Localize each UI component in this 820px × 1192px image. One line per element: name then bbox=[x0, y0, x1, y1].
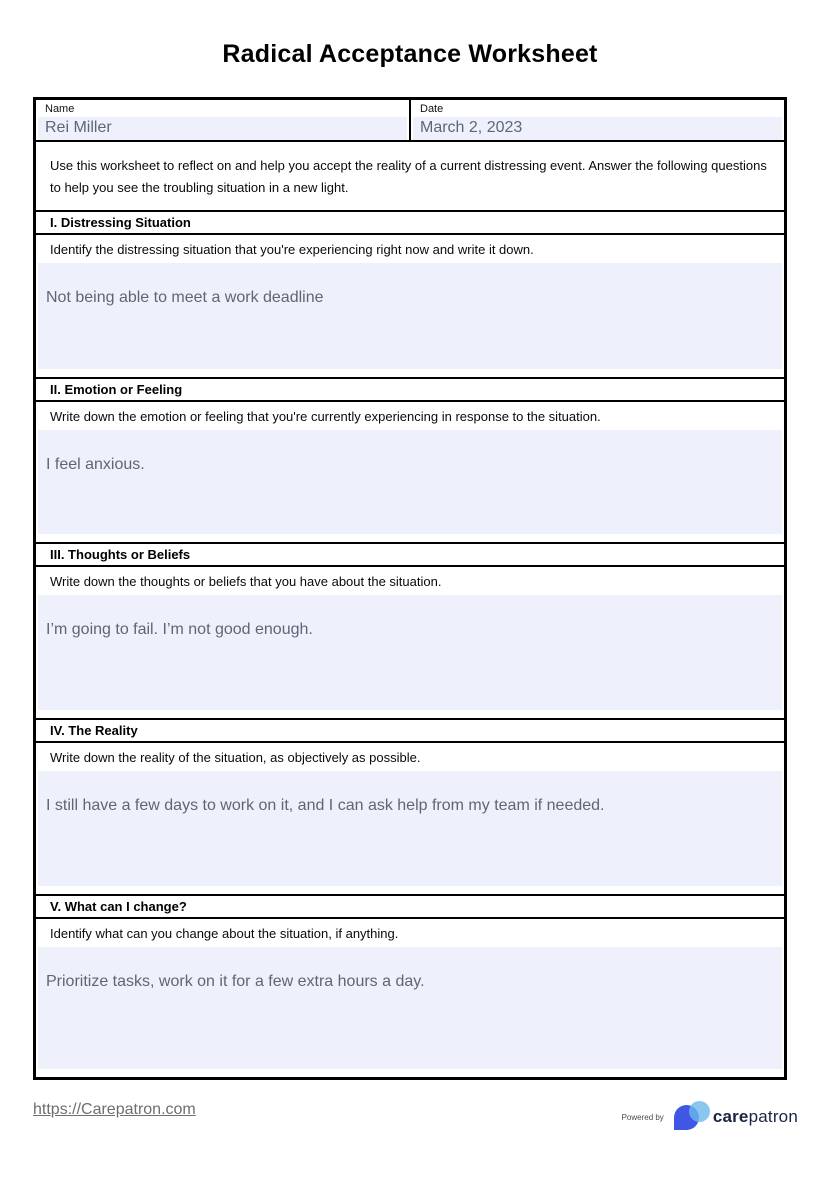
date-field[interactable]: March 2, 2023 bbox=[413, 117, 782, 140]
powered-by-block bbox=[622, 1100, 798, 1134]
carepatron-logo-icon bbox=[673, 1100, 711, 1134]
section-3-content bbox=[36, 565, 784, 718]
section-5-content bbox=[36, 917, 784, 1077]
section-2-answer-field[interactable]: I feel anxious. bbox=[38, 430, 782, 534]
intro-text: Use this worksheet to reflect on and help you accept the reality of a current distressing event. Answer the following questions to help you see the troubling situation in a new light. bbox=[50, 158, 767, 195]
section-3-answer-field[interactable]: I’m going to fail. I’m not good enough. bbox=[38, 595, 782, 710]
intro-row bbox=[36, 140, 784, 210]
section-4-description: Write down the reality of the situation, as objectively as possible. bbox=[50, 750, 421, 765]
footer bbox=[33, 1098, 798, 1134]
section-4-header: IV. The Reality bbox=[36, 718, 784, 741]
worksheet-table bbox=[33, 97, 787, 1080]
meta-row bbox=[36, 100, 784, 140]
section-5-header: V. What can I change? bbox=[36, 894, 784, 917]
page-title: Radical Acceptance Worksheet bbox=[222, 40, 598, 68]
section-2-header: II. Emotion or Feeling bbox=[36, 377, 784, 400]
name-label: Name bbox=[45, 103, 75, 115]
section-3-header: III. Thoughts or Beliefs bbox=[36, 542, 784, 565]
section-5-description: Identify what can you change about the situation, if anything. bbox=[50, 926, 399, 941]
section-1-answer-field[interactable]: Not being able to meet a work deadline bbox=[38, 263, 782, 369]
powered-by-label: Powered by bbox=[621, 1112, 664, 1122]
brand-patron: patron bbox=[748, 1107, 798, 1126]
date-cell bbox=[409, 100, 784, 140]
brand-care: care bbox=[712, 1107, 749, 1126]
section-4-content bbox=[36, 741, 784, 894]
section-2-content bbox=[36, 400, 784, 542]
section-2-description: Write down the emotion or feeling that you're currently experiencing in response to the situation. bbox=[50, 409, 601, 424]
date-label: Date bbox=[420, 103, 444, 115]
carepatron-wordmark bbox=[713, 1107, 798, 1127]
section-3-description: Write down the thoughts or beliefs that you have about the situation. bbox=[50, 574, 442, 589]
section-4-answer-field[interactable]: I still have a few days to work on it, and I can ask help from my team if needed. bbox=[38, 771, 782, 886]
section-5-answer-field[interactable]: Prioritize tasks, work on it for a few extra hours a day. bbox=[38, 947, 782, 1069]
name-field[interactable]: Rei Miller bbox=[38, 117, 407, 140]
section-1-content bbox=[36, 233, 784, 377]
section-1-description: Identify the distressing situation that you're experiencing right now and write it down. bbox=[50, 242, 534, 257]
logo-circle-shape bbox=[689, 1101, 710, 1122]
name-cell bbox=[36, 100, 409, 140]
carepatron-link[interactable]: https://Carepatron.com bbox=[33, 1101, 196, 1118]
section-1-header: I. Distressing Situation bbox=[36, 210, 784, 233]
